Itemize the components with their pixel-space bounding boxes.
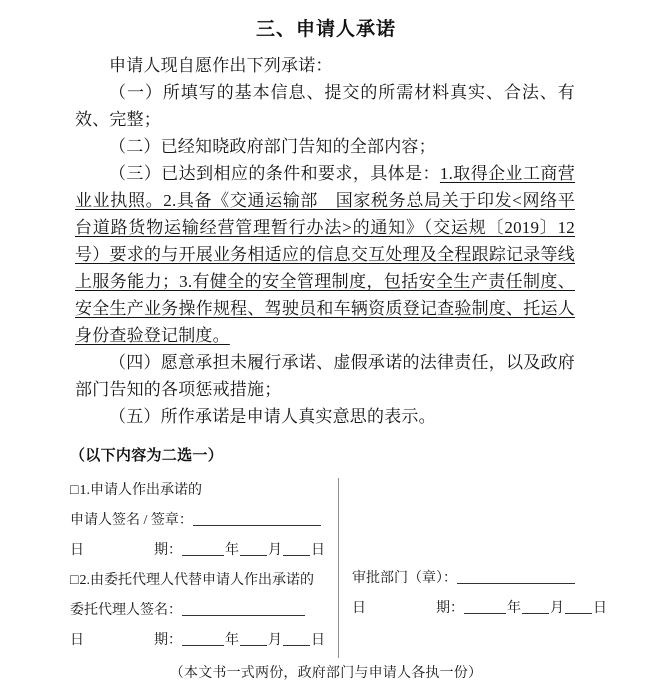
option-1-label: 1.申请人作出承诺的 — [79, 483, 202, 498]
checkbox-option-2[interactable]: □ — [70, 573, 79, 588]
clause-3-underlined-detail: 1.取得企业工商营业业执照。2.具备《交通运输部 国家税务总局关于印发<网络平台道路货物运输经营管理暂行办法>的通知》（交运规〔2019〕12号）要求的与开展业务相适应的信息交互处理及全程跟踪记录等线上服务能力；3.有健全的安全管理制度，包括安全生产责任制度、安全生产业务操作规程、驾驶员和车辆资质登记查验制度、托运人身份查验登记制度。 — [75, 164, 575, 345]
applicant-date-month-unit: 月 — [268, 543, 282, 558]
selection-note: （以下内容为二选一） — [70, 448, 224, 464]
footer-note: （本文书一式两份，政府部门与申请人各执一份） — [169, 666, 483, 681]
applicant-date-year-input[interactable] — [182, 555, 224, 556]
approval-date-month-input[interactable] — [522, 613, 549, 614]
approval-seal-input[interactable] — [457, 583, 575, 584]
applicant-date-year-unit: 年 — [225, 543, 239, 558]
applicant-date-row — [70, 536, 332, 566]
agent-date-year-input[interactable] — [182, 645, 224, 646]
form-right-column — [352, 564, 652, 624]
approval-date-month-unit: 月 — [550, 601, 564, 616]
approval-date-day-input[interactable] — [565, 613, 592, 614]
applicant-signature-input[interactable] — [193, 525, 321, 526]
applicant-date-day-input[interactable] — [283, 555, 310, 556]
form-left-column — [70, 476, 332, 656]
approval-date-day-unit: 日 — [593, 601, 607, 616]
option-1-row[interactable] — [70, 476, 332, 506]
approval-seal-label: 审批部门（章）： — [352, 571, 457, 586]
agent-date-row — [70, 626, 332, 656]
applicant-signature-label: 申请人签名 / 签章： — [70, 513, 193, 528]
checkbox-option-1[interactable]: □ — [70, 483, 79, 498]
approval-date-year-unit: 年 — [507, 601, 521, 616]
clause-paragraph-1: （一）所填写的基本信息、提交的所需材料真实、合法、有效、完整； — [75, 83, 575, 129]
signature-form-area — [70, 476, 652, 656]
body-text-block — [75, 52, 575, 430]
agent-date-month-unit: 月 — [268, 633, 282, 648]
agent-date-label-right: 期： — [154, 633, 182, 648]
approval-date-label-left: 日 — [352, 601, 366, 616]
agent-date-day-unit: 日 — [311, 633, 325, 648]
page-title: 三、申请人承诺 — [255, 19, 396, 40]
option-2-label: 2.由委托代理人代替申请人作出承诺的 — [79, 573, 314, 588]
clause-3-lead: （三）已达到相应的条件和要求，具体是： — [109, 164, 440, 183]
applicant-signature-row — [70, 506, 332, 536]
agent-signature-label: 委托代理人签名： — [70, 603, 182, 618]
approval-seal-row — [352, 564, 652, 594]
clause-paragraph-3 — [75, 160, 575, 349]
option-2-row[interactable] — [70, 566, 332, 596]
applicant-date-day-unit: 日 — [311, 543, 325, 558]
agent-date-year-unit: 年 — [225, 633, 239, 648]
clause-paragraph-4: （四）愿意承担未履行承诺、虚假承诺的法律责任，以及政府部门告知的各项惩戒措施； — [75, 353, 575, 399]
agent-date-month-input[interactable] — [240, 645, 267, 646]
applicant-date-label-right: 期： — [154, 543, 182, 558]
approval-date-row — [352, 594, 652, 624]
column-divider — [338, 478, 339, 658]
agent-signature-row — [70, 596, 332, 626]
applicant-date-month-input[interactable] — [240, 555, 267, 556]
agent-signature-input[interactable] — [182, 615, 305, 616]
intro-paragraph: 申请人现自愿作出下列承诺： — [109, 56, 333, 75]
clause-paragraph-5: （五）所作承诺是申请人真实意思的表示。 — [109, 407, 436, 426]
applicant-date-label-left: 日 — [70, 543, 84, 558]
clause-paragraph-2: （二）已经知晓政府部门告知的全部内容； — [109, 137, 436, 156]
agent-date-label-left: 日 — [70, 633, 84, 648]
approval-date-year-input[interactable] — [464, 613, 506, 614]
agent-date-day-input[interactable] — [283, 645, 310, 646]
approval-date-label-right: 期： — [436, 601, 464, 616]
